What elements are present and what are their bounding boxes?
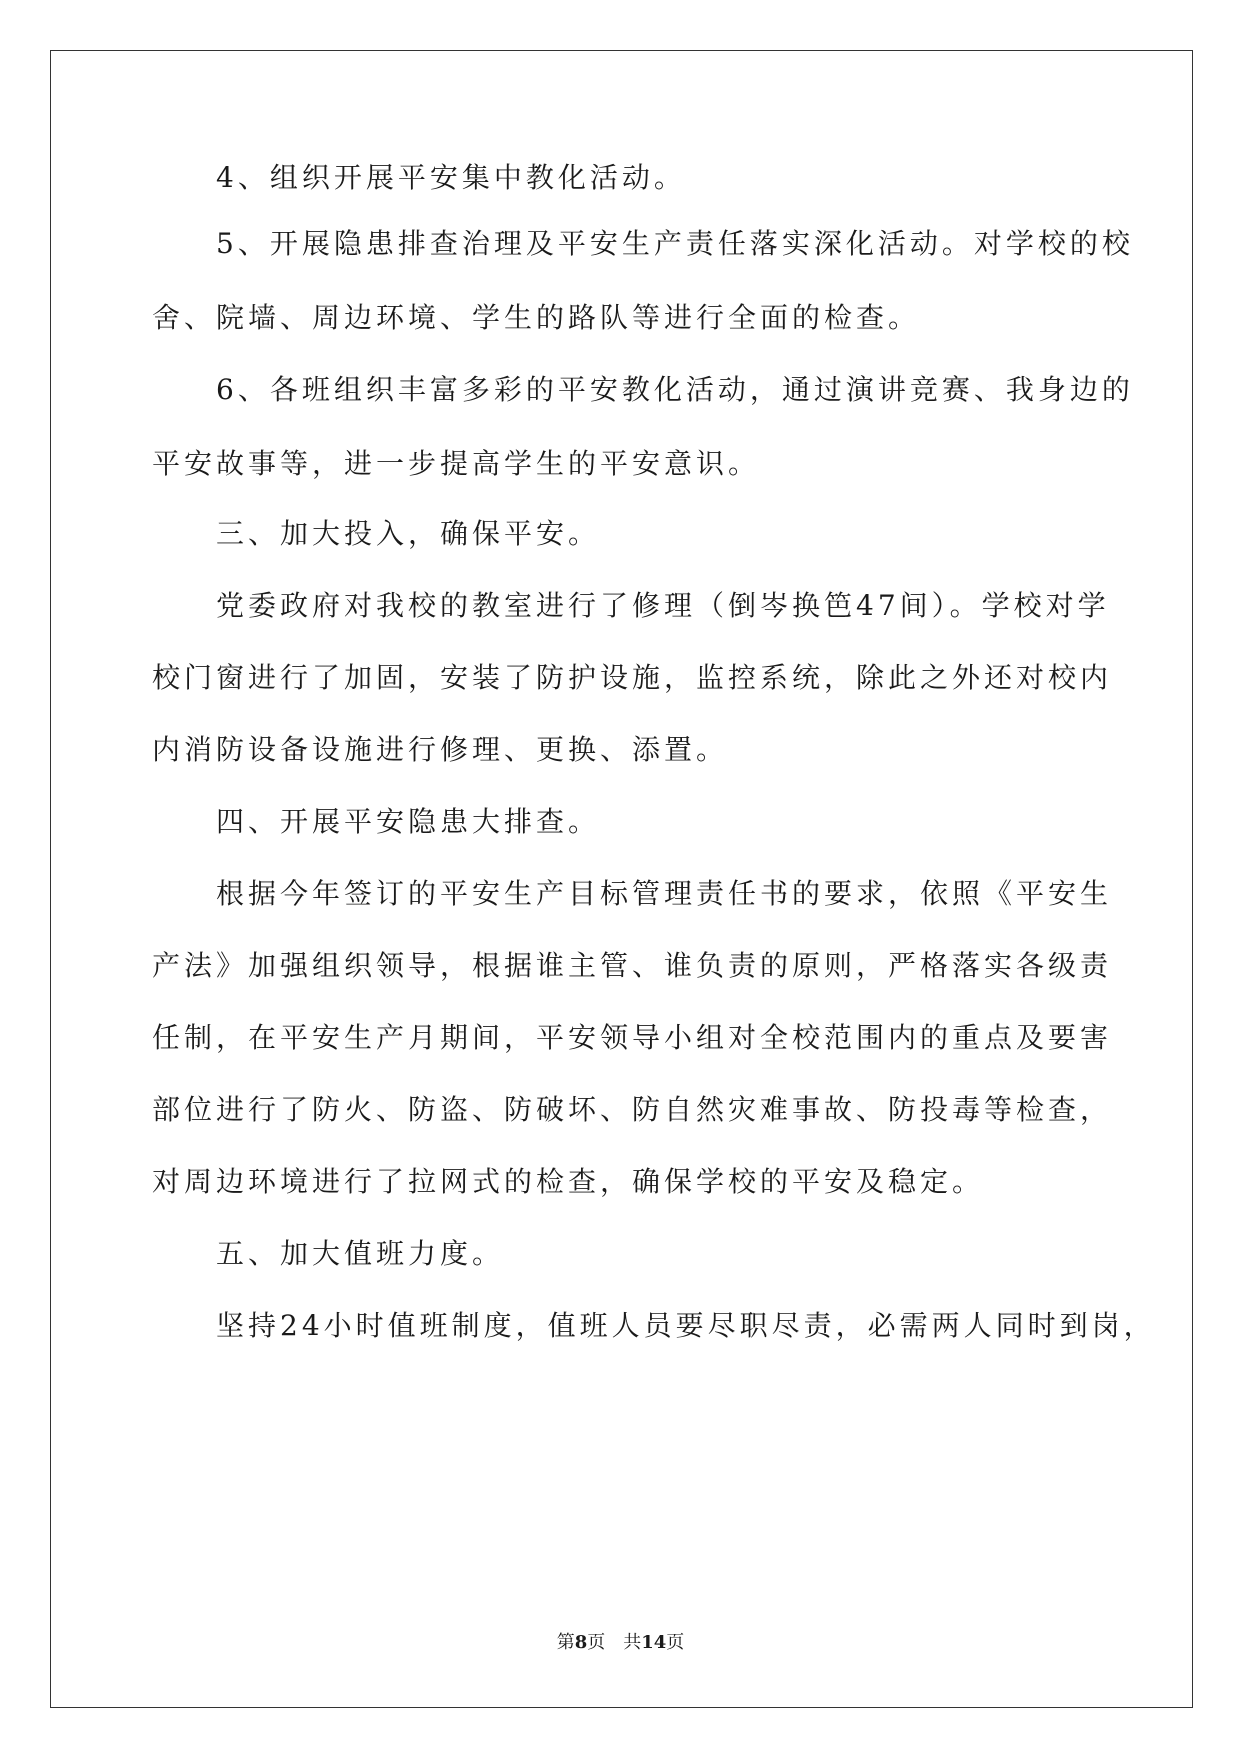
total-pages: 14 [641,1632,667,1653]
text-line-9: 内消防设备设施进行修理、更换、添置。 [152,733,729,766]
text-line-6: 三、加大投入，确保平安。 [152,517,601,550]
text-line-10: 四、开展平安隐患大排查。 [152,805,601,838]
text-line-13: 任制，在平安生产月期间，平安领导小组对全校范围内的重点及要害 [152,1021,1113,1054]
total-prefix: 共 [623,1632,642,1653]
text-line-1: 4、组织开展平安集中教化活动。 [152,161,686,194]
page-footer [0,1632,1241,1654]
text-line-3: 舍、院墙、周边环境、学生的路队等进行全面的检查。 [152,301,921,334]
text-line-17: 坚持24小时值班制度，值班人员要尽职尽责，必需两人同时到岗， [152,1309,1156,1342]
text-line-16: 五、加大值班力度。 [152,1237,505,1270]
page-number: 8 [574,1632,588,1653]
text-line-5: 平安故事等，进一步提高学生的平安意识。 [152,447,761,480]
page-suffix: 页 [587,1632,606,1653]
text-line-15: 对周边环境进行了拉网式的检查，确保学校的平安及稳定。 [152,1165,985,1198]
text-line-11: 根据今年签订的平安生产目标管理责任书的要求，依照《平安生 [152,877,1113,910]
page-prefix: 第 [556,1632,575,1653]
total-suffix: 页 [666,1632,685,1653]
text-line-2: 5、开展隐患排查治理及平安生产责任落实深化活动。对学校的校 [152,227,1134,260]
text-line-12: 产法》加强组织领导，根据谁主管、谁负责的原则，严格落实各级责 [152,949,1113,982]
text-line-8: 校门窗进行了加固，安装了防护设施，监控系统，除此之外还对校内 [152,661,1113,694]
text-line-7: 党委政府对我校的教室进行了修理（倒岑换笆47间）。学校对学 [152,589,1110,622]
text-line-14: 部位进行了防火、防盗、防破坏、防自然灾难事故、防投毒等检查， [152,1093,1113,1126]
text-line-4: 6、各班组织丰富多彩的平安教化活动，通过演讲竞赛、我身边的 [152,373,1134,406]
